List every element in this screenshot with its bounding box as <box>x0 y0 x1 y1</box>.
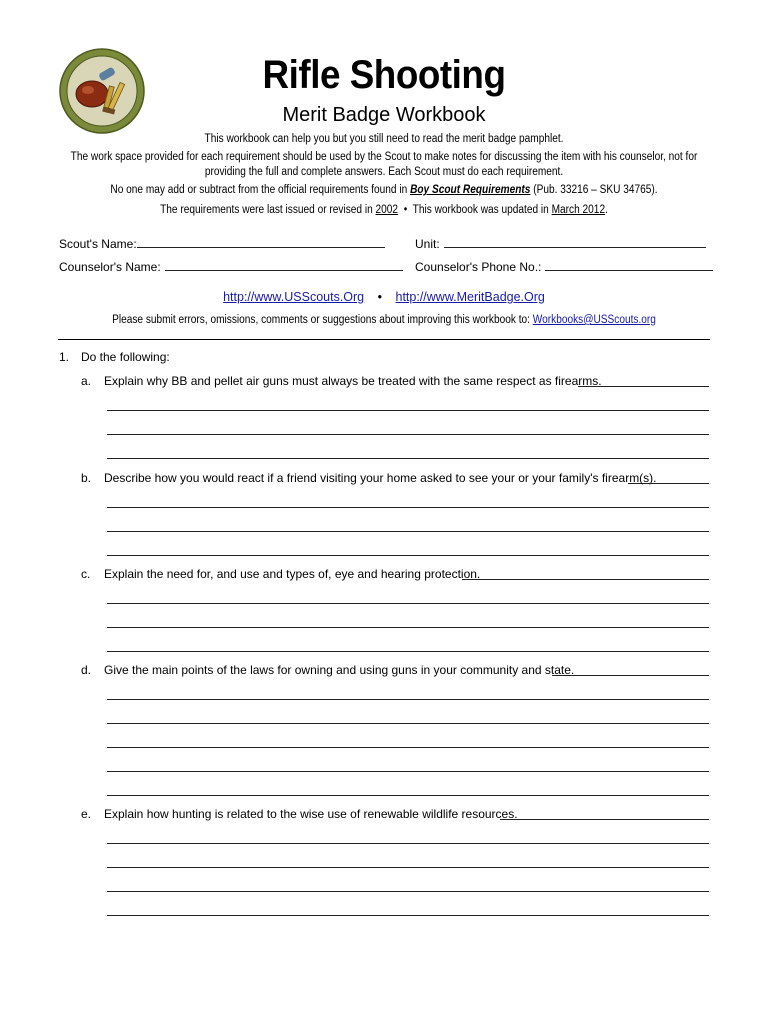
intro-line-3 <box>46 184 722 196</box>
intro-line-1: This workbook can help you but you still need to read the merit badge pamphlet. <box>204 133 564 145</box>
item-b-answer-line[interactable] <box>628 483 709 484</box>
scout-name-label: Scout's Name: <box>59 237 137 251</box>
page-title: Rifle Shooting <box>262 53 506 97</box>
intro-line-4 <box>46 204 722 216</box>
counselor-name-label: Counselor's Name: <box>59 260 161 274</box>
item-a-answer-line[interactable] <box>578 386 709 387</box>
submit-line <box>46 314 722 326</box>
requirements-book-title: Boy Scout Requirements <box>410 184 531 196</box>
usscouts-link[interactable]: http://www.USScouts.Org <box>223 290 365 304</box>
links-row <box>0 290 768 304</box>
update-date: March 2012 <box>551 204 606 216</box>
page-subtitle: Merit Badge Workbook <box>282 104 486 126</box>
counselor-phone-label: Counselor's Phone No.: <box>415 260 542 274</box>
counselor-phone-line[interactable] <box>545 258 713 271</box>
section-divider <box>58 339 710 340</box>
unit-label: Unit: <box>415 237 440 251</box>
line4-prefix: The requirements were last issued or revised in <box>160 204 376 216</box>
counselor-name-field[interactable] <box>59 258 404 274</box>
link-separator: • <box>377 290 383 304</box>
workbooks-email-link[interactable]: Workbooks@USScouts.org <box>532 314 656 326</box>
unit-field[interactable] <box>415 235 715 251</box>
answer-line[interactable] <box>107 771 709 772</box>
scout-name-field[interactable] <box>59 235 389 251</box>
counselor-phone-field[interactable] <box>415 258 715 274</box>
answer-line[interactable] <box>107 434 709 435</box>
answer-line[interactable] <box>107 458 709 459</box>
answer-line[interactable] <box>107 603 709 604</box>
answer-line[interactable] <box>107 555 709 556</box>
item-b-text: Describe how you would react if a friend visiting your home asked to see your or your family's firearm(s). <box>104 471 657 485</box>
item-a-letter: a. <box>81 374 92 388</box>
item-c-text: Explain the need for, and use and types of, eye and hearing protection. <box>104 567 481 581</box>
counselor-name-line[interactable] <box>165 258 403 271</box>
revision-year: 2002 <box>375 204 399 216</box>
scout-name-line[interactable] <box>137 235 385 248</box>
item-c-answer-line[interactable] <box>462 579 709 580</box>
line4-end: . <box>605 204 608 216</box>
answer-line[interactable] <box>107 747 709 748</box>
answer-line[interactable] <box>107 867 709 868</box>
line3-prefix: No one may add or subtract from the official requirements found in <box>110 184 411 196</box>
item-d-letter: d. <box>81 663 92 677</box>
answer-line[interactable] <box>107 627 709 628</box>
answer-line[interactable] <box>107 795 709 796</box>
line4-middle: • This workbook was updated in <box>398 204 552 216</box>
answer-line[interactable] <box>107 507 709 508</box>
answer-line[interactable] <box>107 723 709 724</box>
answer-line[interactable] <box>107 843 709 844</box>
answer-line[interactable] <box>107 699 709 700</box>
intro-line-2b: providing the full and complete answers. Each Scout must do each requirement. <box>204 166 564 178</box>
answer-line[interactable] <box>107 891 709 892</box>
unit-line[interactable] <box>444 235 706 248</box>
item-e-letter: e. <box>81 807 92 821</box>
meritbadge-link[interactable]: http://www.MeritBadge.Org <box>395 290 545 304</box>
submit-text: Please submit errors, omissions, comments or suggestions about improving this workbook to: <box>112 314 533 326</box>
answer-line[interactable] <box>107 651 709 652</box>
item-e-text: Explain how hunting is related to the wise use of renewable wildlife resources. <box>104 807 518 821</box>
item-d-text: Give the main points of the laws for owning and using guns in your community and state. <box>104 663 575 677</box>
item-d-answer-line[interactable] <box>552 675 709 676</box>
answer-line[interactable] <box>107 915 709 916</box>
item-a-text: Explain why BB and pellet air guns must always be treated with the same respect as firearms. <box>104 374 602 388</box>
line3-suffix: (Pub. 33216 – SKU 34765). <box>530 184 658 196</box>
answer-line[interactable] <box>107 410 709 411</box>
item-c-letter: c. <box>81 567 91 581</box>
item-b-letter: b. <box>81 471 92 485</box>
requirement-number: 1. <box>59 350 70 364</box>
item-e-answer-line[interactable] <box>500 819 709 820</box>
requirement-label: Do the following: <box>81 350 170 364</box>
intro-line-2a: The work space provided for each requirement should be used by the Scout to make notes for discussing the item with his counselor, not for <box>70 151 698 163</box>
answer-line[interactable] <box>107 531 709 532</box>
